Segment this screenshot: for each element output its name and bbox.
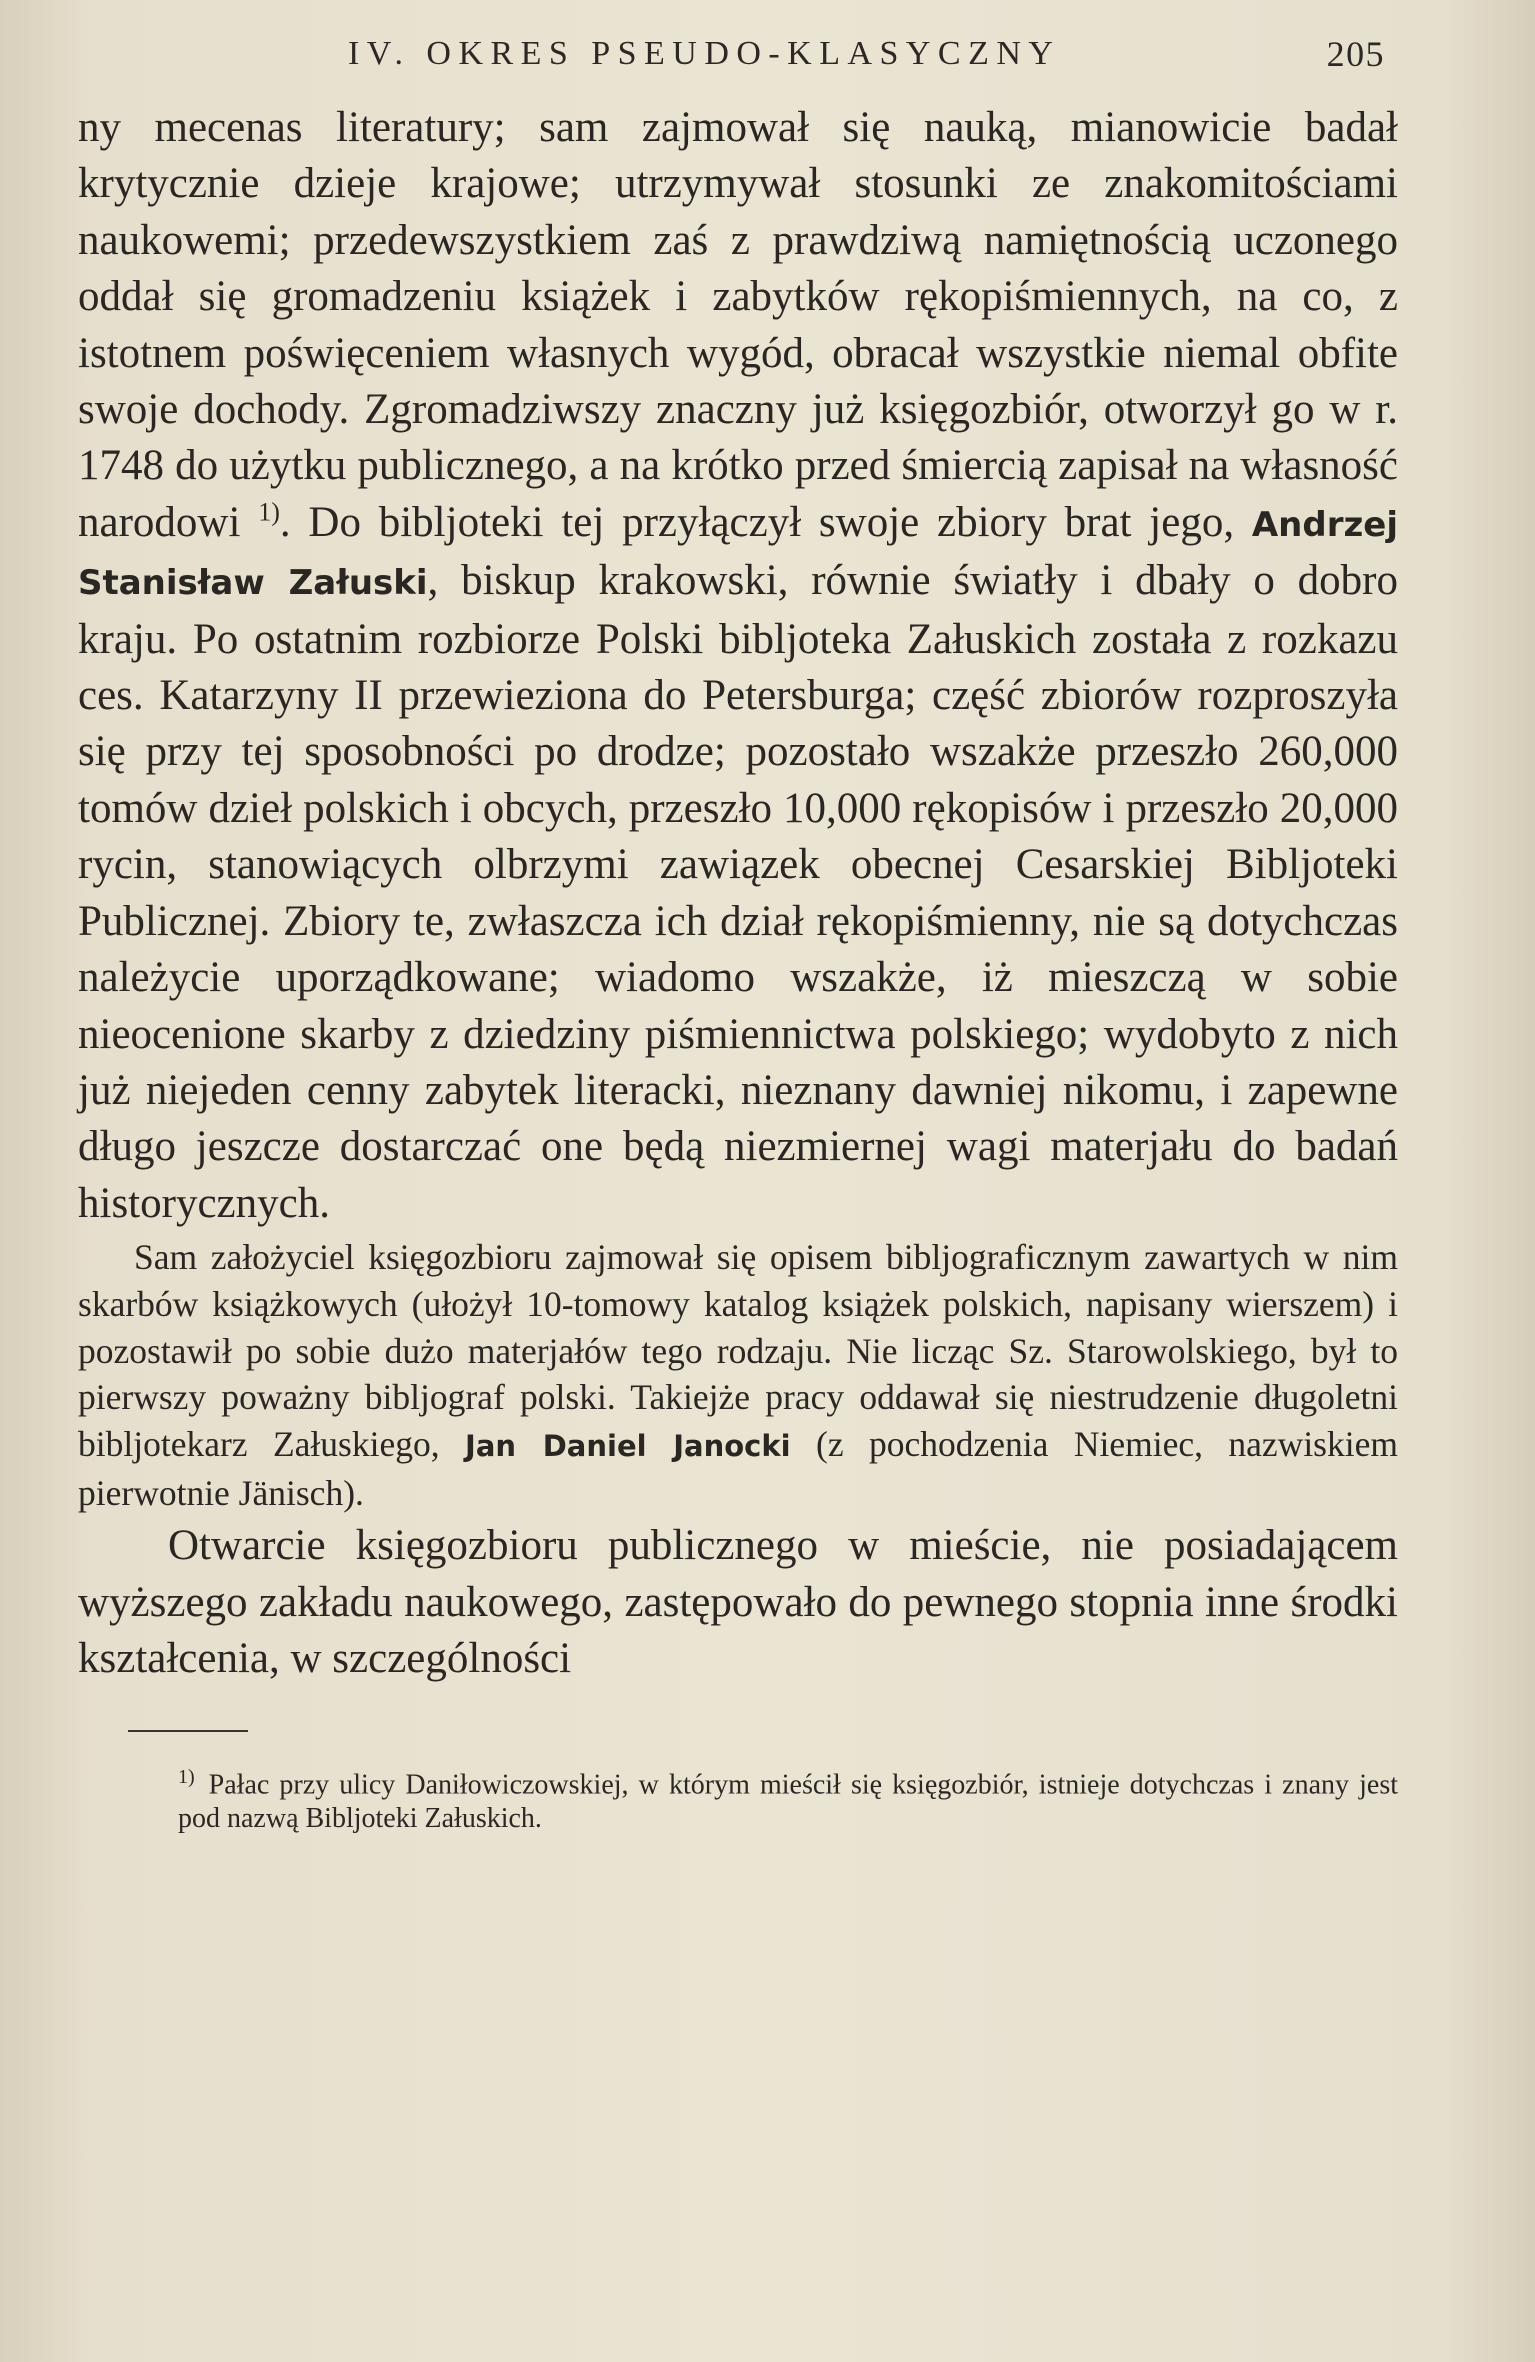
footnote-text: Pałac przy ulicy Daniłowiczowskiej, w którym mieścił się księgozbiór, istnieje dotychczas i znany jest pod nazwą Bibljoteki Załuskich. xyxy=(178,1768,1398,1834)
page-body xyxy=(78,100,1398,1836)
paragraph-main xyxy=(78,100,1398,1232)
footnote xyxy=(78,1760,1398,1836)
paragraph-small-text-1: Sam założyciel księgozbioru zajmował się opisem bibljograficznym zawartych w nim skarbów książkowych (ułożył 10-tomowy katalog książek polskich, napisany wierszem) i pozostawił po sobie dużo materjałów tego rodzaju. Nie licząc Sz. Starowolskiego, był to pierwszy poważny bibljograf polski. Takiejże pracy oddawał się niestrudzenie długoletni bibljotekarz Załuskiego, xyxy=(78,1237,1398,1464)
person-name: Andrzej Stanisław Załuski xyxy=(78,504,1398,604)
paragraph-main-text-3: , biskup krakowski, równie światły i dbały o dobro kraju. Po ostatnim rozbiorze Polski bibljoteka Załuskich została z rozkazu ces. Katarzyny II przewieziona do Petersburga; część zbiorów rozproszyła się przy tej sposobności po drodze; pozostało wszakże przeszło 260,000 tomów dzieł polskich i obcych, przeszło 10,000 rękopisów i przeszło 20,000 rycin, stanowiących olbrzymi zawiązek obecnej Cesarskiej Bibljoteki Publicznej. Zbiory te, zwłaszcza ich dział rękopiśmienny, nie są dotychczas należycie uporządkowane; wiadomo wszakże, iż mieszczą w sobie nieocenione skarby z dziedziny piśmiennictwa polskiego; wydobyto z nich już niejeden cenny zabytek literacki, nieznany dawniej nikomu, i zapewne długo jeszcze dostarczać one będą niezmiernej wagi materjału do badań historycznych. xyxy=(78,557,1398,1227)
footnote-mark: 1) xyxy=(178,1765,195,1788)
paragraph-main-text-2: . Do bibljoteki tej przyłączył swoje zbiory brat jego, xyxy=(279,498,1252,546)
footnote-reference: 1) xyxy=(258,497,280,527)
footnote-divider xyxy=(128,1730,248,1732)
paragraph-main-text-1: ny mecenas literatury; sam zajmował się nauką, mianowicie badał krytycznie dzieje krajowe; utrzymywał stosunki ze znakomitościami naukowemi; przedewszystkiem zaś z prawdziwą namiętnością uczonego oddał się gromadzeniu książek i zabytków rękopiśmiennych, na co, z istotnem poświęceniem własnych wygód, obracał wszystkie niemal obfite swoje dochody. Zgromadziwszy znaczny już księgozbiór, otworzył go w r. 1748 do użytku publicznego, a na krótko przed śmiercią zapisał na własność narodowi xyxy=(78,104,1398,546)
paragraph-small-text-2: (z pochodzenia Niemiec, nazwiskiem pierwotnie Jänisch). xyxy=(78,1423,1398,1513)
page-header xyxy=(78,30,1385,78)
paragraph-continuation: Otwarcie księgozbioru publicznego w mieście, nie posiadającem wyższego zakładu naukowego, zastępowało do pewnego stopnia inne środki kształcenia, w szczególności xyxy=(78,1522,1398,1683)
person-name-janocki: Jan Daniel Janocki xyxy=(465,1428,791,1463)
page-number: 205 xyxy=(1326,34,1385,74)
paragraph-small-print xyxy=(78,1234,1398,1516)
running-title: IV. OKRES PSEUDO-KLASYCZNY xyxy=(348,35,1061,72)
